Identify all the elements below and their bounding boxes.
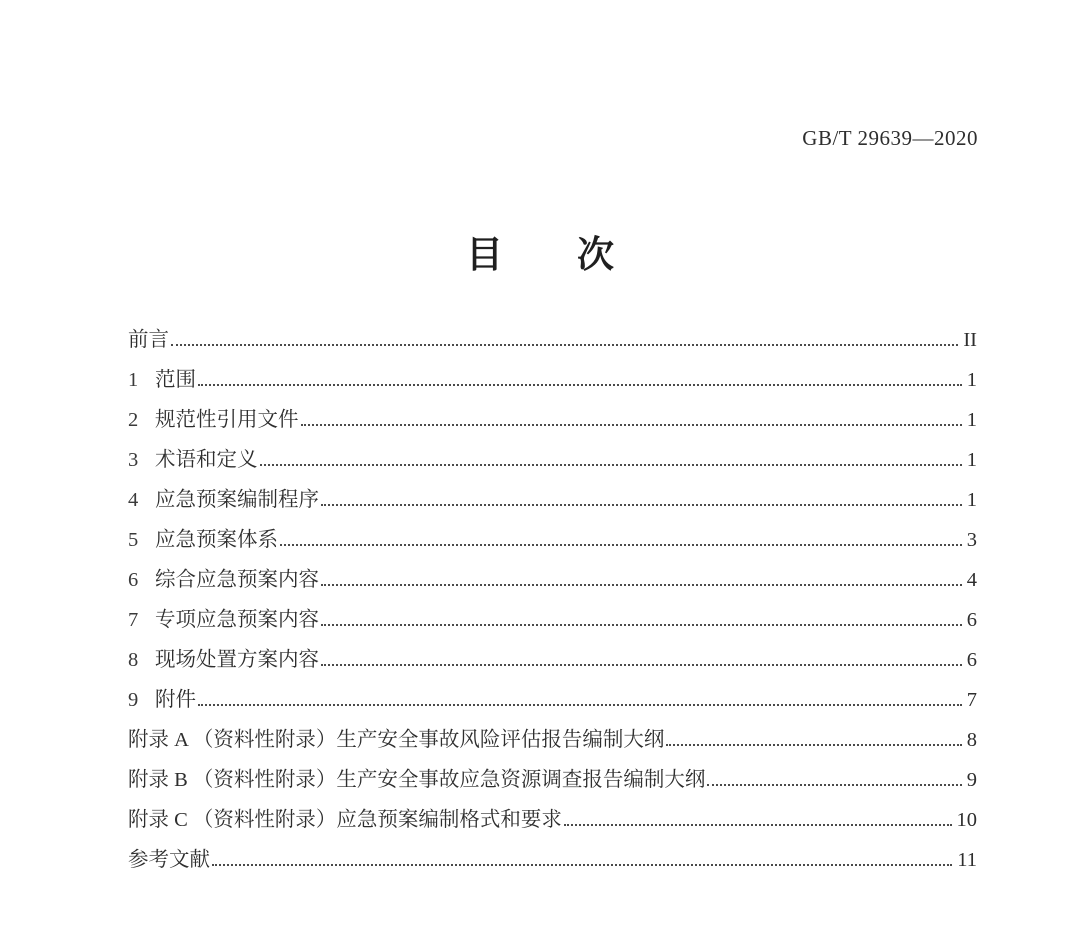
toc-entry-label: 参考文献 (128, 849, 210, 871)
toc-entry-number: 2 (128, 409, 139, 431)
toc-entry-number: 5 (128, 529, 139, 551)
toc-entry (128, 480, 977, 520)
dot-leader (321, 584, 962, 586)
toc-entry (128, 640, 977, 680)
toc-entry (128, 520, 977, 560)
toc-entry-number: 1 (128, 369, 139, 391)
dot-leader (198, 704, 962, 706)
dot-leader (321, 624, 962, 626)
toc-entry-page: 3 (966, 529, 977, 551)
toc-entry-number: 9 (128, 689, 139, 711)
toc-entry-number: 3 (128, 449, 139, 471)
toc-entry (128, 560, 977, 600)
toc-entry-label: 应急预案编制程序 (155, 489, 319, 511)
toc-entry-page: 7 (966, 689, 977, 711)
toc-entry-page: II (963, 329, 977, 351)
dot-leader (321, 664, 962, 666)
toc-entry-page: 1 (966, 409, 977, 431)
dot-leader (212, 864, 952, 866)
toc-entry-number: 4 (128, 489, 139, 511)
toc-entry-label: 现场处置方案内容 (155, 649, 319, 671)
toc-entry-page: 11 (957, 849, 977, 871)
toc-entry-label: 附录 B （资料性附录）生产安全事故应急资源调查报告编制大纲 (128, 769, 706, 791)
toc-entry (128, 600, 977, 640)
toc-entry-label: 应急预案体系 (155, 529, 278, 551)
toc-entry-label: 前言 (128, 329, 169, 351)
dot-leader (301, 424, 962, 426)
toc-entry-page: 6 (966, 609, 977, 631)
toc-entry (128, 800, 977, 840)
toc-entry-label: 专项应急预案内容 (155, 609, 319, 631)
dot-leader (198, 384, 962, 386)
toc-entry-number: 6 (128, 569, 139, 591)
dot-leader (260, 464, 962, 466)
toc-entry-page: 1 (966, 369, 977, 391)
toc-entry-label: 术语和定义 (155, 449, 258, 471)
toc-entry-page: 4 (966, 569, 977, 591)
toc-entry-label: 附录 C （资料性附录）应急预案编制格式和要求 (128, 809, 562, 831)
toc-entry (128, 360, 977, 400)
page-title: 目 次 (466, 234, 614, 275)
toc-entry (128, 680, 977, 720)
toc-entry-label: 附件 (155, 689, 196, 711)
toc-entry-number: 8 (128, 649, 139, 671)
dot-leader (280, 544, 962, 546)
dot-leader (707, 784, 961, 786)
toc-entry-page: 1 (966, 489, 977, 511)
toc-entry-label: 综合应急预案内容 (155, 569, 319, 591)
dot-leader (321, 504, 962, 506)
standard-code: GB/T 29639—2020 (802, 126, 978, 150)
toc-entry (128, 720, 977, 760)
toc-entry-page: 10 (956, 809, 977, 831)
toc-entry (128, 440, 977, 480)
toc-entry-page: 1 (966, 449, 977, 471)
toc-entry (128, 840, 977, 880)
toc-entry-page: 9 (966, 769, 977, 791)
toc-entry-number: 7 (128, 609, 139, 631)
toc-entry (128, 320, 977, 360)
toc-entry-page: 6 (966, 649, 977, 671)
toc-entry-label: 附录 A （资料性附录）生产安全事故风险评估报告编制大纲 (128, 729, 665, 751)
toc-entry-label: 范围 (155, 369, 196, 391)
toc-entry (128, 760, 977, 800)
toc-entry (128, 400, 977, 440)
dot-leader (564, 824, 952, 826)
dot-leader (666, 744, 961, 746)
dot-leader (171, 344, 958, 346)
toc-list (128, 320, 977, 880)
toc-entry-page: 8 (966, 729, 977, 751)
toc-entry-label: 规范性引用文件 (155, 409, 299, 431)
